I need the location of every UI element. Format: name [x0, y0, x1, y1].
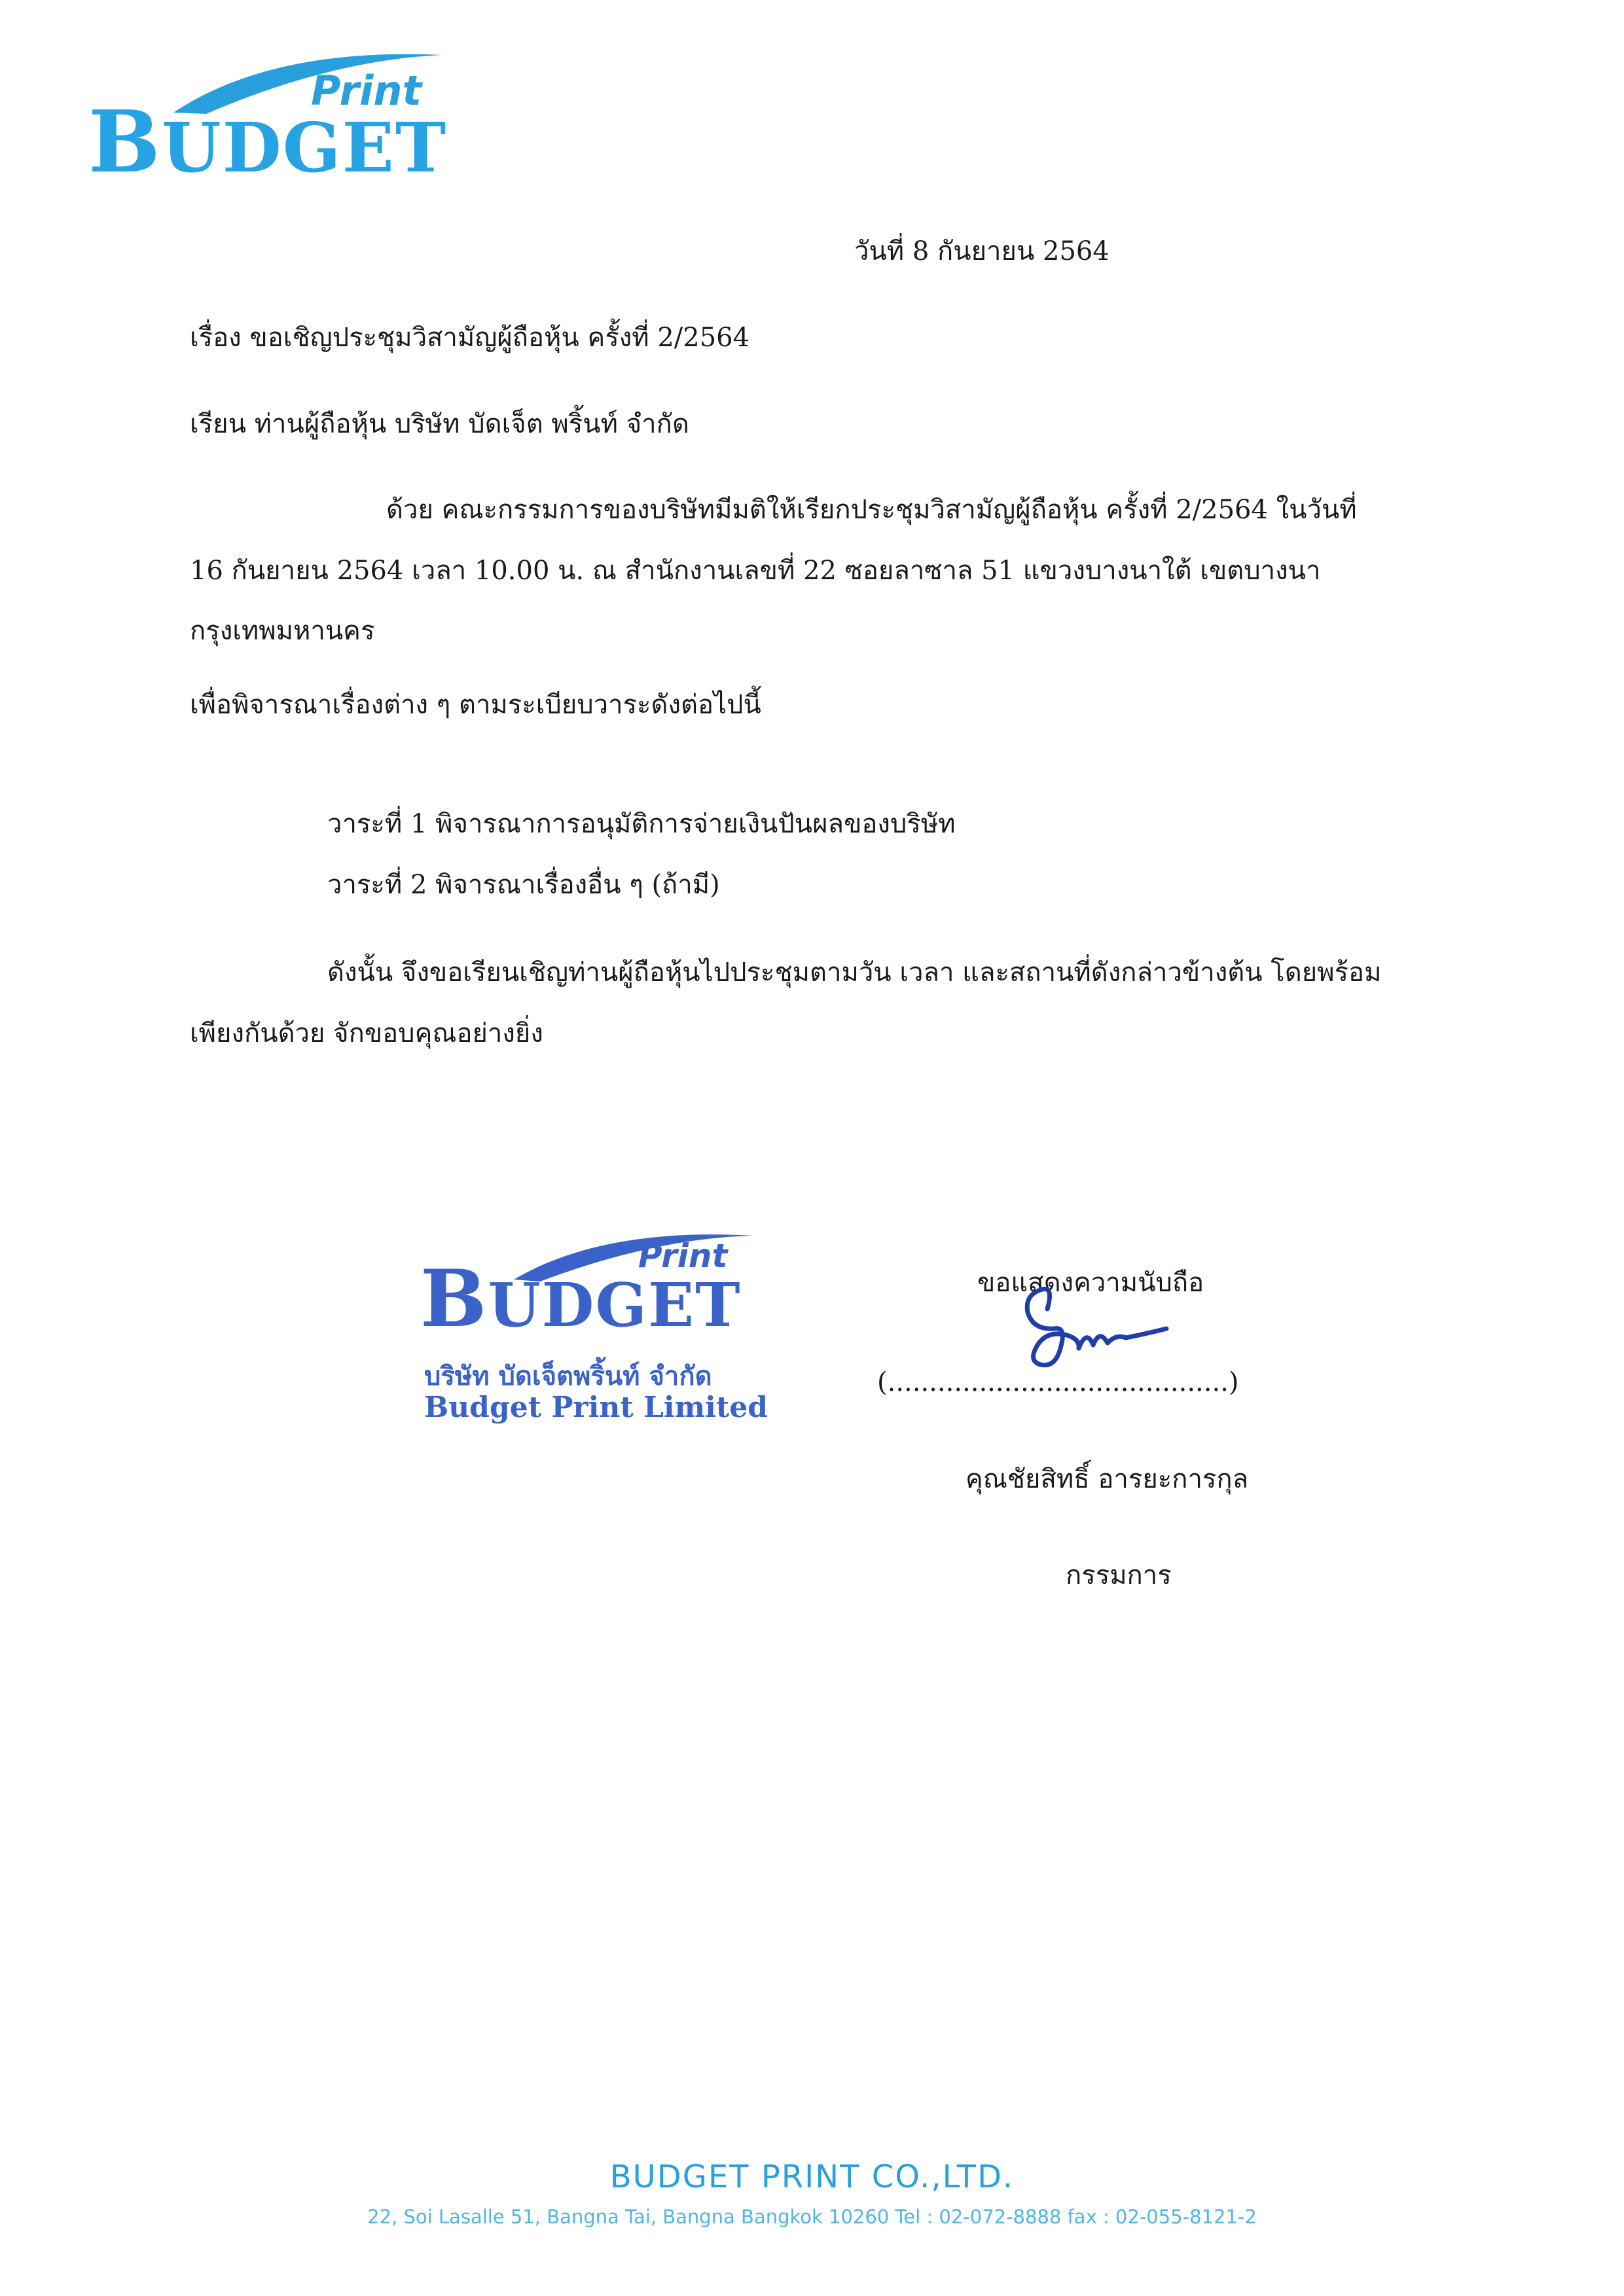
signer-name: คุณชัยสิทธิ์ อารยะการกุล — [965, 1464, 1249, 1494]
body-para1-line1: ด้วย คณะกรรมการของบริษัทมีมติให้เรียกประชุมวิสามัญผู้ถือหุ้น ครั้งที่ 2/2564 ในวันที่ — [386, 495, 1357, 525]
letter-subject: เรื่อง ขอเชิญประชุมวิสามัญผู้ถือหุ้น ครั้งที่ 2/2564 — [190, 323, 750, 353]
regards-text: ขอแสดงความนับถือ — [977, 1268, 1204, 1298]
agenda-item: วาระที่ 2 พิจารณาเรื่องอื่น ๆ (ถ้ามี) — [327, 870, 720, 900]
closing-line1: ดังนั้น จึงขอเรียนเชิญท่านผู้ถือหุ้นไปประชุมตามวัน เวลา และสถานที่ดังกล่าวข้างต้น โดยพร้อม — [327, 958, 1382, 988]
agenda-item: วาระที่ 1 พิจารณาการอนุมัติการจ่ายเงินปันผลของบริษัท — [327, 809, 956, 839]
body-para1-line2: 16 กันยายน 2564 เวลา 10.00 น. ณ สำนักงานเลขที่ 22 ซอยลาซาล 51 แขวงบางนาใต้ เขตบางนา — [190, 556, 1321, 586]
letter-date: วันที่ 8 กันยายน 2564 — [854, 236, 1110, 266]
logo-budget-text: BUDGET — [88, 92, 448, 192]
signature-line: (.........................................) — [877, 1367, 1239, 1397]
closing-line2: เพียงกันด้วย จักขอบคุณอย่างยิ่ง — [190, 1018, 543, 1049]
company-logo — [88, 41, 455, 192]
logo-print-text: Print — [311, 67, 422, 115]
footer-company-name: BUDGET PRINT CO.,LTD. — [609, 2159, 1015, 2195]
stamp-print-text: Print — [638, 1237, 728, 1275]
stamp-english-name: Budget Print Limited — [424, 1391, 768, 1424]
company-stamp — [412, 1224, 792, 1446]
letter-recipient: เรียน ท่านผู้ถือหุ้น บริษัท บัดเจ็ต พริ้นท์ จำกัด — [190, 409, 689, 439]
stamp-budget-text: BUDGET — [420, 1253, 742, 1345]
signer-title: กรรมการ — [1066, 1560, 1172, 1590]
stamp-thai-name: บริษัท บัดเจ็ตพริ้นท์ จำกัด — [424, 1361, 712, 1391]
footer-address: 22, Soi Lasalle 51, Bangna Tai, Bangna Bangkok 10260 Tel : 02-072-8888 fax : 02-055-8121-2 — [367, 2206, 1257, 2228]
body-para2: เพื่อพิจารณาเรื่องต่าง ๆ ตามระเบียบวาระดังต่อไปนี้ — [190, 690, 761, 720]
body-para1-line3: กรุงเทพมหานคร — [190, 616, 375, 646]
